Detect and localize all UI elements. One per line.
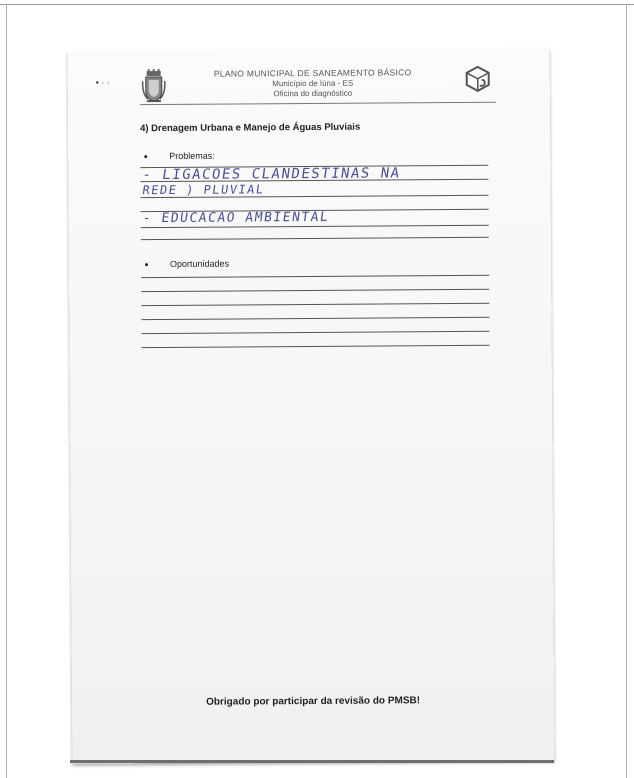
answer-line (141, 289, 489, 292)
top-border (0, 4, 634, 5)
right-border (626, 4, 627, 778)
problems-label: Problemas: (169, 150, 215, 161)
scanned-page (68, 48, 555, 763)
answer-line (141, 303, 489, 306)
answer-line (141, 237, 489, 240)
opportunities-label: Oportunidades (169, 258, 230, 269)
handwritten-answer-1: - LIGACOES CLANDESTINAS NA (141, 165, 402, 184)
problems-bullet (144, 151, 215, 161)
answer-line (142, 345, 490, 348)
left-border (6, 4, 7, 778)
handwritten-answer-3: - EDUCACAO AMBIENTAL (141, 209, 331, 227)
pmsb-logo-icon (464, 65, 492, 93)
header-divider (140, 102, 496, 105)
municipal-crest-icon (142, 69, 166, 103)
document-header (188, 67, 438, 99)
answer-line (141, 331, 489, 334)
section-title: 4) Drenagem Urbana e Manejo de Águas Pluviais (140, 121, 361, 135)
opportunities-bullet (145, 259, 229, 270)
bullet-dot (145, 263, 148, 266)
answer-line (141, 317, 489, 320)
header-workshop: Oficina do diagnóstico (273, 88, 353, 99)
scan-mark: • · · (95, 77, 110, 88)
header-plan-title: PLANO MUNICIPAL DE SANEAMENTO BÁSICO (213, 67, 412, 79)
handwritten-answer-2: REDE ) PLUVIAL (141, 182, 266, 198)
header-municipality: Município de Iúna - ES (272, 78, 354, 89)
bullet-dot (144, 155, 147, 158)
answer-line (141, 275, 489, 278)
paper-shadow-edge (70, 760, 554, 763)
thank-you-message: Obrigado por participar da revisão do PMSB! (206, 695, 421, 708)
